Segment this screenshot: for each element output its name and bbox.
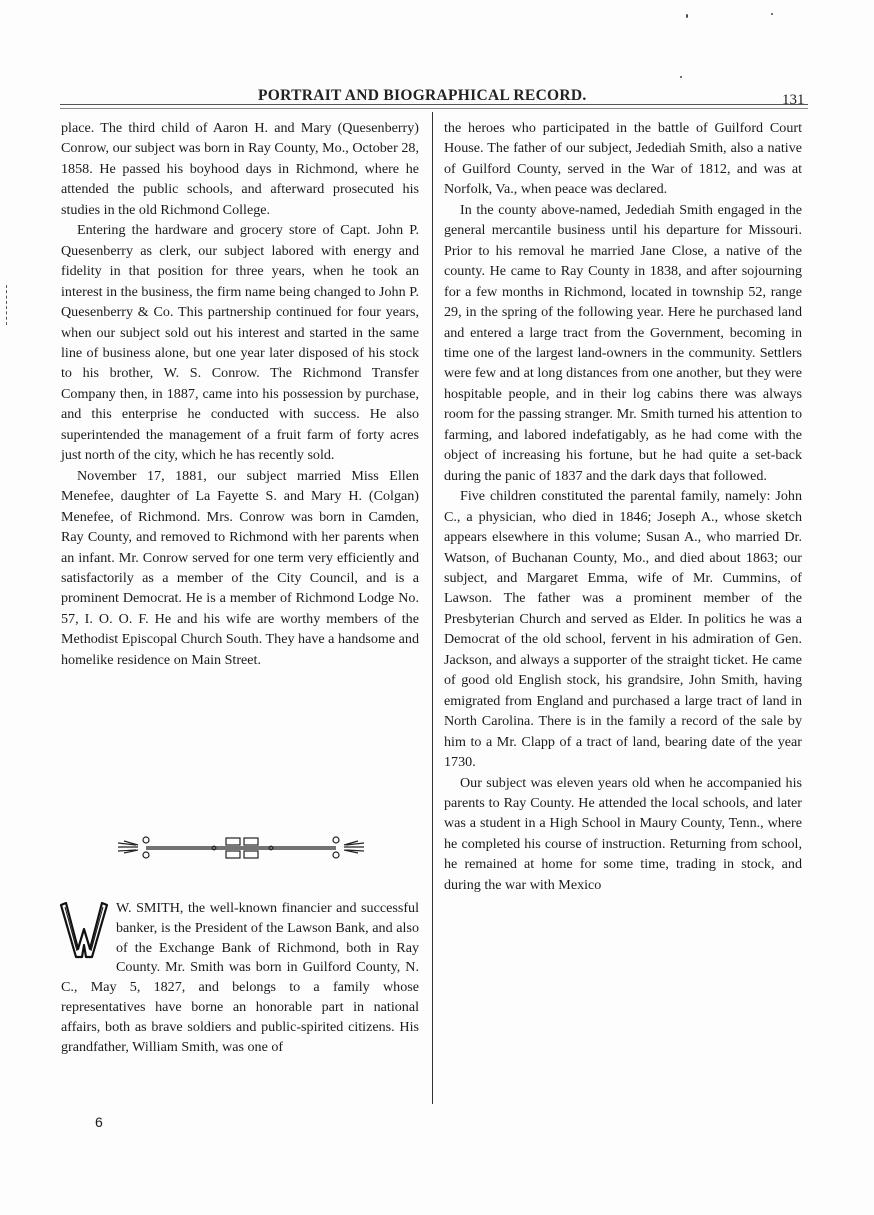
header-rule-secondary (60, 108, 808, 109)
page-number: 131 (782, 92, 805, 108)
paragraph: Our subject was eleven years old when he accompanied his parents to Ray County. He attended the local schools, and later was a student in a High School in Maury County, Tenn., where he completed his course of instruction. Returning from school, he remained at home for some time, trading in stock, and during the war with Mexico (444, 774, 802, 893)
left-column (61, 118, 419, 670)
paragraph: Entering the hardware and grocery store of Capt. John P. Quesenberry as clerk, our subject labored with energy and fidelity in that position for three years, when he took an interest in the business, the firm name being changed to John P. Quesenberry & Co. This partnership continued for four years, when our subject sold out his interest and started in the same line of business alone, but one year later disposed of his stock to his brother, W. S. Conrow. The Richmond Transfer Company then, in 1887, came into his possession by purchase, and this enterprise he conducted with success. He also superintended the management of a fruit farm of forty acres just north of the city, which he has recently sold. (61, 222, 419, 464)
ornamental-divider-icon (116, 833, 366, 861)
scan-speck (771, 13, 773, 15)
paragraph: In the county above-named, Jedediah Smith engaged in the general mercantile business until his departure for Missouri. Prior to his removal he married Jane Close, a native of the county. He came to Ray County in 1838, and after sojourning for a few months in Richmond, located in township 52, range 29, in the spring of the following year. Here he purchased land and entered a large tract from the Government, becoming in time one of the largest land-owners in the community. Settlers were few and at long distances from one another, but they were hospitable people, and in their log cabins there was always room for the passing stranger. Mr. Smith turned his attention to farming, and labored indefatigably, as he had come with the object of increasing his fortune, but he had quite a set-back during the panic of 1837 and the dark days that followed. (444, 201, 802, 484)
scan-speck (686, 14, 688, 18)
dropcap-w-icon (58, 901, 110, 959)
header-rule (60, 104, 808, 105)
paragraph: place. The third child of Aaron H. and Mary (Quesenberry) Conrow, our subject was born in Ray County, Mo., October 28, 1858. He passed his boyhood days in Richmond, where he attended the public schools, and afterward prosecuted his studies in the old Richmond College. (61, 120, 419, 218)
scan-speck (680, 76, 682, 78)
running-title: PORTRAIT AND BIOGRAPHICAL RECORD. (258, 87, 587, 104)
column-separator (432, 112, 433, 1104)
margin-mark (6, 285, 7, 325)
signature-mark: 6 (95, 1114, 103, 1130)
right-column (444, 118, 802, 895)
paragraph: Five children constituted the parental family, namely: John C., a physician, who died in 1846; Joseph A., whose sketch appears elsewhere in this volume; Susan A., who married Dr. Watson, of Buchanan County, Mo., and died about 1863; our subject, and Margaret Emma, wife of Mr. Cummins, of Lawson. The father was a prominent member of the Presbyterian Church and served as Elder. In politics he was a Democrat of the old school, fervent in his admiration of Gen. Jackson, and always a supporter of the straight ticket. He came of good old English stock, his grandsire, John Smith, having emigrated from England and purchased a large tract of land in North Carolina. There is in the family a record of the sale by him to a Mr. Clapp of a tract of land, bearing date of the year 1730. (444, 488, 802, 771)
bio-text: W. SMITH, the well-known financier and successful banker, is the President of the Lawson Bank, and also of the Exchange Bank of Richmond, both in Ray County. Mr. Smith was born in Guilford County, N. C., May 5, 1827, and belongs to a family whose representatives have borne an honorable part in national affairs, both as brave soldiers and public-spirited citizens. His grandfather, William Smith, was one of (61, 900, 419, 1055)
biography-w-smith (61, 899, 419, 1057)
paragraph: the heroes who participated in the battle of Guilford Court House. The father of our subject, Jedediah Smith, also a native of Guilford County, served in the War of 1812, and was at Norfolk, Va., when peace was declared. (444, 120, 802, 198)
paragraph: November 17, 1881, our subject married Miss Ellen Menefee, daughter of La Fayette S. and Mary H. (Colgan) Menefee, of Richmond. Mrs. Conrow was born in Camden, Ray County, and removed to Richmond with her parents when an infant. Mr. Conrow served for one term very efficiently and satisfactorily as a member of the City Council, and is a prominent Democrat. He is a member of Richmond Lodge No. 57, I. O. O. F. He and his wife are worthy members of the Methodist Episcopal Church South. They have a handsome and homelike residence on Main Street. (61, 467, 419, 668)
